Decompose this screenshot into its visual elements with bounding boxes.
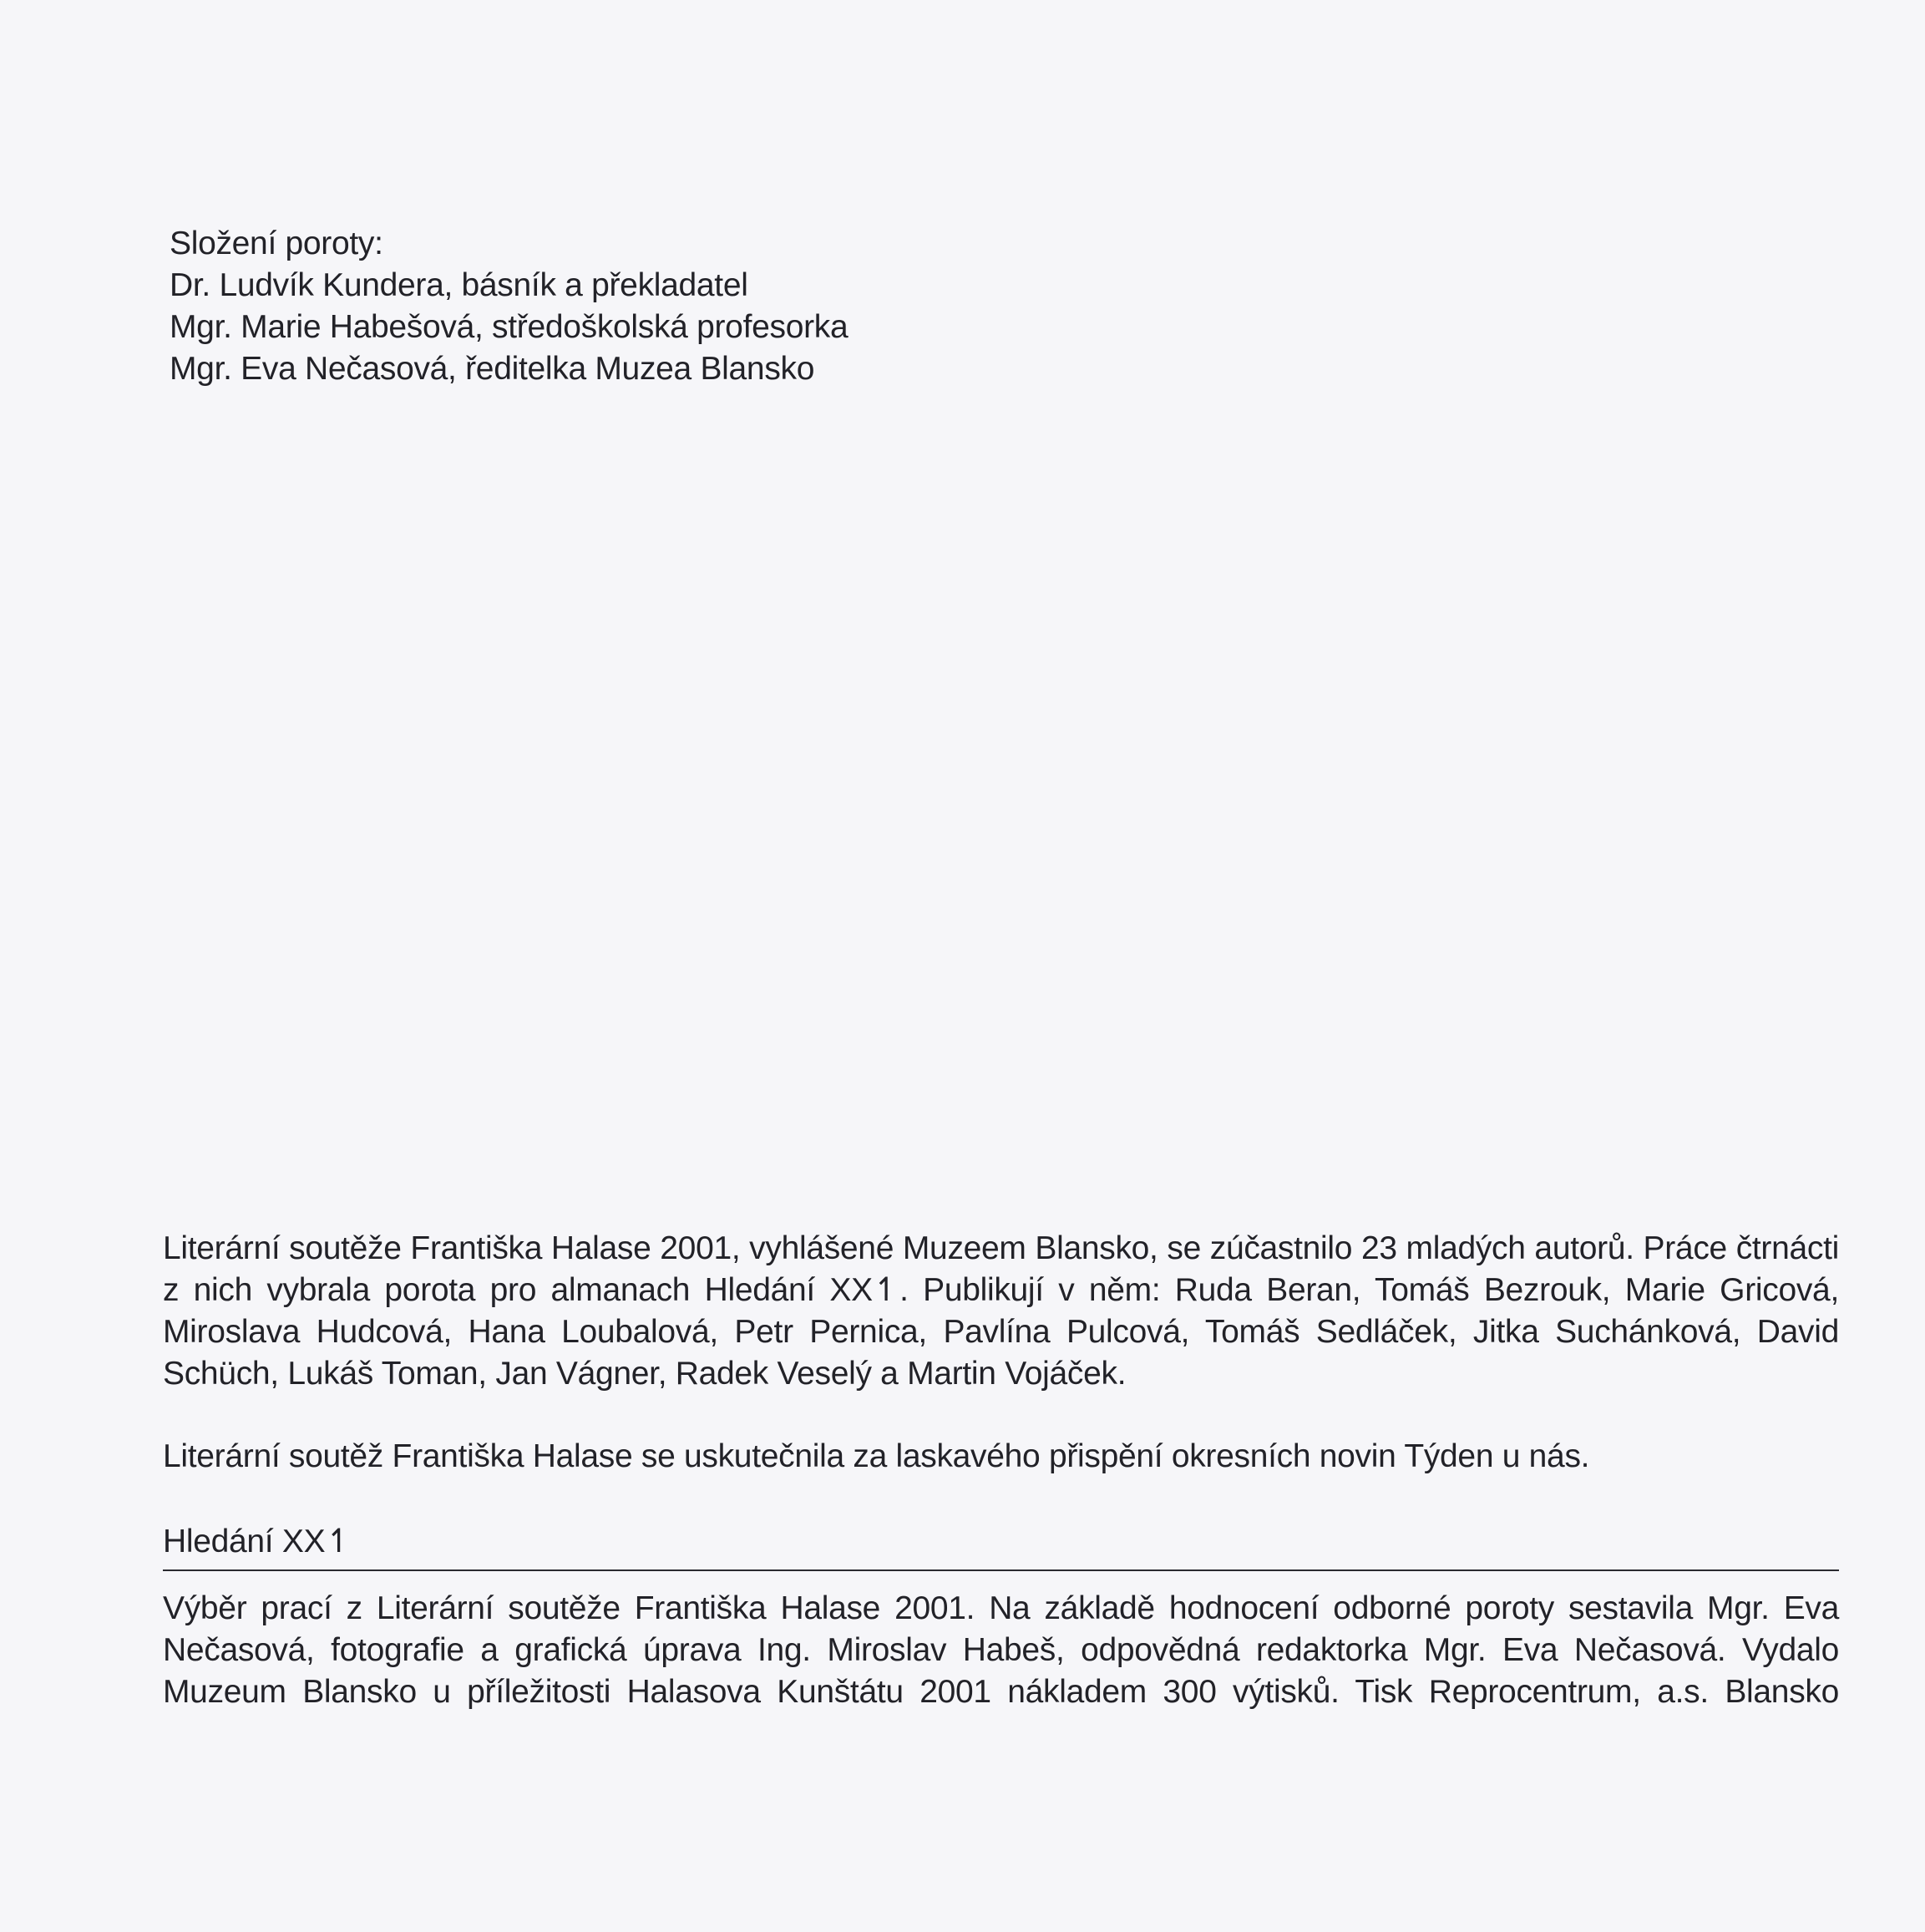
thanks-paragraph: Literární soutěž Františka Halase se uskutečnila za laskavého přispění okresních novin Týden u nás. bbox=[163, 1438, 1590, 1474]
jury-member: Mgr. Marie Habešová, středoškolská profesorka bbox=[170, 309, 849, 345]
jury-member: Dr. Ludvík Kundera, básník a překladatel bbox=[170, 267, 748, 303]
jury-section bbox=[170, 223, 1339, 390]
intro-paragraph: Literární soutěže Františka Halase 2001, vyhlášené Muzeem Blansko, se zúčastnilo 23 mladých autorů. Práce čtrnácti z nich vybrala porota pro almanach Hledání XX↿. Publikují v něm: Ruda Beran, Tomáš Bezrouk, Marie Gricová, Miroslava Hudcová, Hana Loubalová, Petr Pernica, Pavlína Pulcová, Tomáš Sedláček, Jitka Suchánková, David Schüch, Lukáš Toman, Jan Vágner, Radek Veselý a Martin Vojáček. bbox=[163, 1230, 1839, 1392]
book-title: Hledání XX↿ bbox=[163, 1521, 1839, 1571]
imprint-paragraph: Výběr prací z Literární soutěže Františka Halase 2001. Na základě hodnocení odborné poroty sestavila Mgr. Eva Nečasová, fotografie a grafická úprava Ing. Miroslav Habeš, odpovědná redaktorka Mgr. Eva Nečasová. Vydalo Muzeum Blansko u příležitosti Halasova Kunštátu 2001 nákladem 300 výtisků. Tisk Reprocentrum, a.s. Blansko bbox=[163, 1590, 1839, 1710]
colophon-section bbox=[163, 1228, 1839, 1713]
jury-member: Mgr. Eva Nečasová, ředitelka Muzea Blansko bbox=[170, 351, 815, 387]
jury-heading: Složení poroty: bbox=[170, 226, 383, 261]
